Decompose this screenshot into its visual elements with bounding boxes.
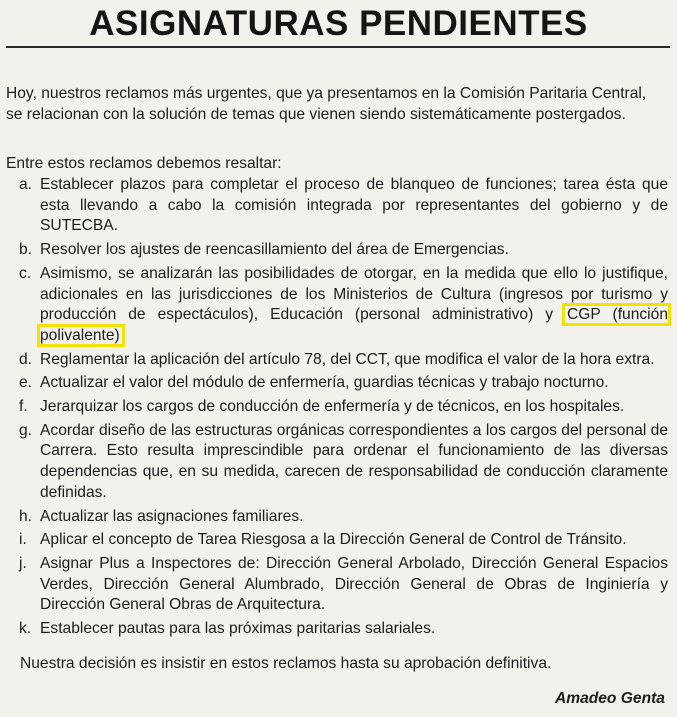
list-item-i [6,530,668,551]
item-text: Jerarquizar los cargos de conducción de enfermería y de técnicos, en los hospitales. [40,398,625,416]
item-text: Establecer pautas para las próximas paritarias salariales. [40,620,436,638]
item-text: Asimismo, se analizarán las posibilidades de otorgar, en la medida que ello lo justifique, adicionales en las jurisdicciones de los Ministerios de Cultura (ingresos por turismo y producción de espectáculos), Educación (personal administrativo) y [40,264,668,324]
item-text: Actualizar las asignaciones familiares. [40,507,304,525]
item-letter: f. [19,398,28,416]
demands-list [6,175,668,643]
list-item-k [6,619,668,640]
item-letter: h. [19,507,33,525]
item-letter: j. [19,554,27,572]
item-text: Aplicar el concepto de Tarea Riesgosa a la Dirección General de Control de Tránsito. [40,531,627,549]
item-text: Actualizar el valor del módulo de enfermería, guardias técnicas y trabajo nocturno. [40,374,609,392]
item-letter: g. [19,421,33,439]
item-letter: b. [19,241,33,259]
item-text: Acordar diseño de las estructuras orgánicas correspondientes a los cargos del personal de Carrera. Esto resulta imprescindible para ordenar el funcionamiento de las diversas dependencias que, en su medida, carecen de responsabilidad de conducción claramente definidas. [40,421,668,501]
item-letter: c. [19,264,32,282]
title-underline [6,46,670,48]
list-item-g [6,421,668,504]
lead-paragraph: Entre estos reclamos debemos resaltar: [6,155,282,172]
list-item-a [6,175,668,237]
author-signature: Amadeo Genta [554,690,665,707]
list-item-d [6,350,668,371]
item-letter: e. [19,374,33,392]
item-text: Resolver los ajustes de reencasillamiento del área de Emergencias. [40,241,509,259]
list-item-c [6,264,668,347]
intro-paragraph: Hoy, nuestros reclamos más urgentes, que ya presentamos en la Comisión Paritaria Central, se relacionan con la solución de temas que vienen siendo sistemáticamente postergados. [6,85,647,123]
list-item-f [6,397,668,418]
item-letter: k. [19,620,32,638]
article-title: ASIGNATURAS PENDIENTES [89,4,588,43]
item-letter: d. [19,350,33,368]
item-letter: i. [19,531,27,549]
closing-paragraph: Nuestra decisión es insistir en estos reclamos hasta su aprobación definitiva. [20,655,552,672]
list-item-e [6,373,668,394]
item-text: Reglamentar la aplicación del artículo 78, del CCT, que modifica el valor de la hora extra. [40,350,655,368]
item-text: Asignar Plus a Inspectores de: Dirección General Arbolado, Dirección General Espacios Verdes, Dirección General Alumbrado, Dirección General de Obras de Inginiería y Dirección General Obras de Arquitectura. [40,554,668,614]
item-text: Establecer plazos para completar el proceso de blanqueo de funciones; tarea ésta que esta llevando a cabo la comisión integrada por representantes del gobierno y de SUTECBA. [40,176,668,235]
list-item-h [6,507,668,528]
list-item-b [6,240,668,261]
highlighted-text: CGP (función polivalente) [40,306,668,344]
item-letter: a. [19,176,33,193]
list-item-j [6,554,668,616]
